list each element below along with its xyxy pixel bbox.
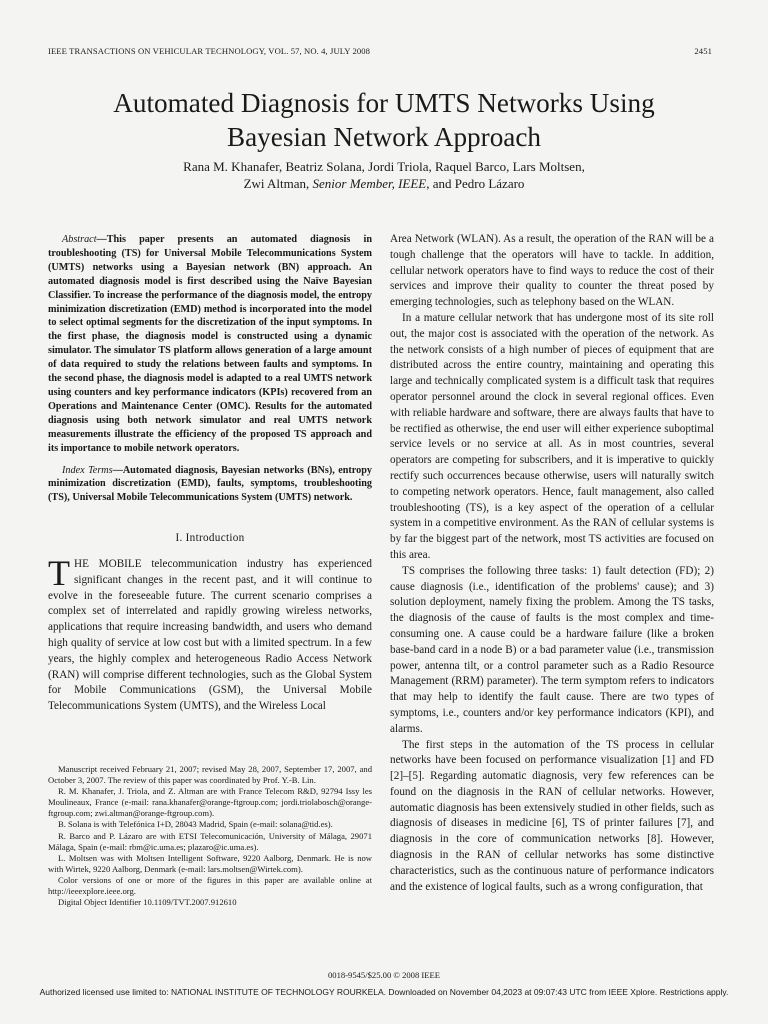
author-list — [48, 158, 720, 192]
left-column — [48, 233, 372, 715]
title-line-1: Automated Diagnosis for UMTS Networks Using — [113, 88, 655, 118]
license-notice: Authorized licensed use limited to: NATIONAL INSTITUTE OF TECHNOLOGY ROURKELA. Downloaded on November 04,2023 at 09:07:43 UTC from IEEE Xplore. Restrictions apply. — [39, 987, 729, 997]
body-paragraph: In a mature cellular network that has undergone most of its site roll out, the major cost is associated with the operation of the network. As the network consists of a high number of pieces of equipment that are distributed across the entire country, maintaining and operating this large and technically complicated system is a difficult task that requires operator personnel around the clock in several regional offices. Even with reliable hardware and software, there are always faults that have to be rectified as otherwise, the end user will either experience suboptimal service levels or no service at all. As in most countries, several operators are competing for subscribers, and it is imperative to quickly rectify such occurrences because otherwise, users will naturally switch to competing network operators. Hence, fault management, also called troubleshooting (TS), is a key aspect of the operation of a cellular system in a competitive environment. As the RAN of cellular systems is by far the biggest part of the network, most TS activities are focused on this area. — [390, 311, 714, 561]
right-column — [390, 232, 714, 895]
paper-title — [48, 86, 720, 154]
index-terms-lead: Index Terms — [62, 464, 113, 476]
author-name: Zwi Altman, — [243, 176, 313, 191]
index-terms — [48, 464, 372, 506]
footnote-color-versions: Color versions of one or more of the figures in this paper are available online at http://ieeexplore.ieee.org. — [48, 874, 372, 897]
body-paragraph: Area Network (WLAN). As a result, the operation of the RAN will be a tough challenge that the operators will have to tackle. In addition, cellular network operators have to find ways to reduce the cost of their services and improve their quality to counter the threat posed by emerging technologies, such as telephony based on the WLAN. — [390, 233, 714, 309]
copyright-notice: 0018-9545/$25.00 © 2008 IEEE — [327, 970, 441, 980]
page-number: 2451 — [694, 46, 712, 56]
footnotes — [48, 764, 372, 908]
abstract — [48, 233, 372, 456]
section-heading: I. Introduction — [175, 532, 245, 545]
intro-paragraph — [48, 553, 372, 715]
title-line-2: Bayesian Network Approach — [226, 122, 542, 152]
footnote-manuscript: Manuscript received February 21, 2007; revised May 28, 2007, September 17, 2007, and October 3, 2007. The review of this paper was coordinated by Prof. Y.-B. Lin. — [48, 764, 372, 786]
footnote-malaga: R. Barco and P. Lázaro are with ETSI Telecomunicación, University of Málaga, 29071 Málaga, Spain (e-mail: rbm@ic.uma.es; plazaro@ic.uma.es). — [48, 830, 372, 852]
author-affiliation: Senior Member, IEEE — [312, 176, 427, 191]
drop-cap: T — [48, 553, 70, 594]
author-tail: , and Pedro Lázaro — [426, 176, 525, 191]
authors-line-1: Rana M. Khanafer, Beatriz Solana, Jordi Triola, Raquel Barco, Lars Moltsen, — [183, 159, 585, 174]
intro-text: HE MOBILE telecommunication industry has experienced significant changes in the recent past, and it will continue to evolve in the foreseeable future. The current scenario comprises a complex set of interrelated and rapidly growing wireless networks, applications that require increasing bandwidth, and users who demand high quality of service at low cost but with a limited spectrum. In a few years, the highly complex and heterogeneous Radio Access Network (RAN) will comprise different technologies, such as the Global System for Mobile Communications (GSM), the Universal Mobile Telecommunications System (UMTS), and the Wireless Local — [48, 558, 372, 713]
footnote-moltsen: L. Moltsen was with Moltsen Intelligent Software, 9220 Aalborg, Denmark. He is now with Wirtek, 9220 Aalborg, Denmark (e-mail: lars.moltsen@Wirtek.com). — [48, 852, 372, 874]
running-header — [48, 46, 712, 56]
abstract-lead: Abstract — [62, 234, 97, 245]
index-terms-text: —Automated diagnosis, Bayesian networks (BNs), entropy minimization discretization (EMD), faults, symptoms, troubleshooting (TS), Universal Mobile Telecommunications System (UMTS) network. — [48, 464, 372, 504]
body-paragraph: The first steps in the automation of the TS process in cellular networks have been focused on performance visualization [1] and FD [2]–[5]. Regarding automatic diagnosis, very few references can be found on the diagnosis in the RAN of cellular networks. However, automatic diagnosis has been extensively studied in other fields, such as diagnosis of diseases in medicine [6], TS of printer failures [7], and diagnosis in the core of communication networks [8]. However, diagnosis in the RAN of cellular networks has some distinctive characteristics, such as the continuous nature of performance indicators and the existence of logical faults, such as a wrong configuration, that — [390, 738, 714, 893]
footnote-doi: Digital Object Identifier 10.1109/TVT.2007.912610 — [58, 897, 237, 908]
footnote-telefonica: B. Solana is with Telefónica I+D, 28043 Madrid, Spain (e-mail: solana@tid.es). — [58, 819, 333, 830]
journal-name: IEEE TRANSACTIONS ON VEHICULAR TECHNOLOGY, VOL. 57, NO. 4, JULY 2008 — [48, 46, 371, 56]
body-paragraph: TS comprises the following three tasks: 1) fault detection (FD); 2) cause diagnosis (i.e., identification of the problems' cause); and 3) solution deployment, namely fixing the problem. Among the TS tasks, the diagnosis of the cause of faults is the most complex and time-consuming one. A cause could be a hardware failure (like a broken base-band card in a node B) or a bad parameter value (i.e., transmission power, antenna tilt, or a control parameter such as a Radio Resource Management (RRM) parameter). The term symptom refers to indicators that may help to identify the fault cause. There are two types of symptoms, i.e., counters and/or key performance indicators (KPI), and alarms. — [390, 564, 714, 735]
authors-line-2 — [48, 175, 720, 192]
abstract-text: —This paper presents an automated diagnosis in troubleshooting (TS) for Universal Mobile Telecommunications System (UMTS) networks using a Bayesian network (BN) approach. An automated diagnosis model is first described using the Naïve Bayesian Classifier. To increase the performance of the diagnosis model, the entropy minimization discretization (EMD) method is incorporated into the model to select optimal segments for the discretization of the input symptoms. In the first phase, the diagnosis model is constructed using a dynamic simulator. The simulator TS platform allows generation of a large amount of data required to study the relations between faults and symptoms. In the second phase, the diagnosis model is adapted to a real UMTS network using counters and key performance indicators (KPIs) recovered from an Operations and Maintenance Center (OMC). Results for the automated diagnosis using both network simulator and real UMTS network measurements illustrate the efficiency of the proposed TS approach and its importance to mobile network operators. — [48, 234, 372, 454]
footnote-france-telecom: R. M. Khanafer, J. Triola, and Z. Altman are with France Telecom R&D, 92794 Issy les Moulineaux, France (e-mail: rana.khanafer@orange-ftgroup.com; jordi.triolabosch@orange-ftgroup.com; zwi.altman@orange-ftgroup.com). — [48, 786, 372, 819]
